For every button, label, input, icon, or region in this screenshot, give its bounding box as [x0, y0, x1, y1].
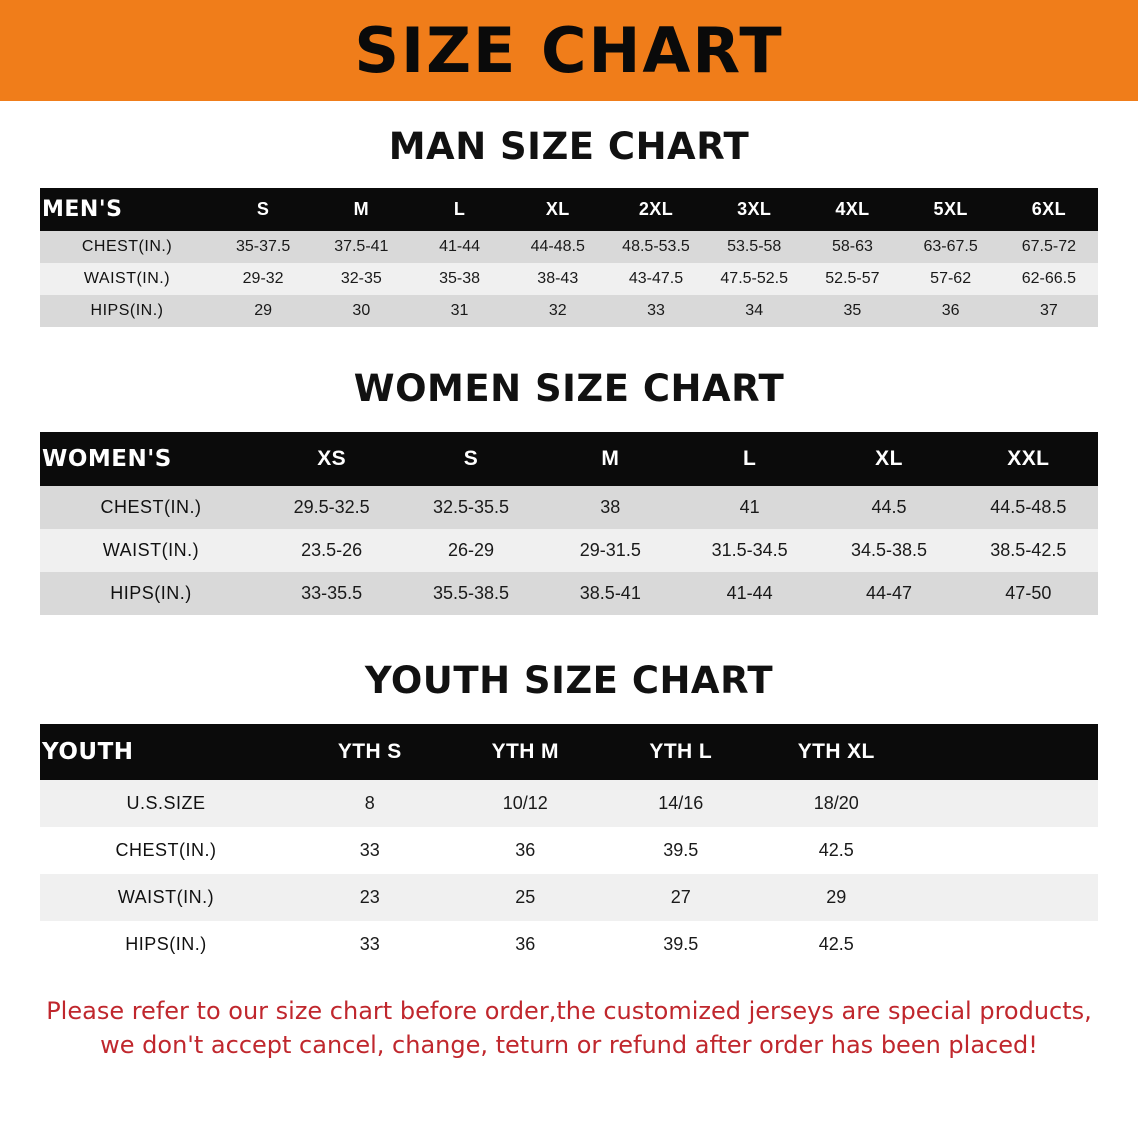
- youth-header-row: [40, 724, 1098, 780]
- women-size-table: [40, 432, 1098, 615]
- youth-cell-2-2: 27: [603, 874, 759, 921]
- man-col-0: S: [214, 188, 312, 231]
- man-cell-1-2: 35-38: [410, 263, 508, 295]
- women-table-body: [40, 486, 1098, 615]
- man-header-label: MEN'S: [40, 188, 214, 231]
- man-cell-0-8: 67.5-72: [1000, 231, 1098, 263]
- man-cell-1-0: 29-32: [214, 263, 312, 295]
- man-cell-0-2: 41-44: [410, 231, 508, 263]
- youth-col-2: YTH L: [603, 724, 759, 780]
- women-col-5: XXL: [959, 432, 1098, 486]
- women-cell-1-1: 26-29: [401, 529, 540, 572]
- table-row: [40, 263, 1098, 295]
- table-row: [40, 572, 1098, 615]
- youth-cell-1-2: 39.5: [603, 827, 759, 874]
- man-size-table: [40, 188, 1098, 327]
- man-cell-1-7: 57-62: [902, 263, 1000, 295]
- youth-cell-3-3: 42.5: [759, 921, 915, 968]
- women-col-0: XS: [262, 432, 401, 486]
- man-cell-1-3: 38-43: [509, 263, 607, 295]
- women-table-head: [40, 432, 1098, 486]
- women-cell-2-2: 38.5-41: [541, 572, 680, 615]
- table-row: [40, 529, 1098, 572]
- man-header-row: [40, 188, 1098, 231]
- man-section-heading: MAN SIZE CHART: [388, 125, 750, 168]
- youth-col-spacer: [914, 724, 1098, 780]
- youth-cell-2-1: 25: [448, 874, 604, 921]
- table-row: [40, 486, 1098, 529]
- man-cell-0-6: 58-63: [803, 231, 901, 263]
- man-cell-2-2: 31: [410, 295, 508, 327]
- women-cell-1-5: 38.5-42.5: [959, 529, 1098, 572]
- man-col-5: 3XL: [705, 188, 803, 231]
- man-cell-2-1: 30: [312, 295, 410, 327]
- youth-cell-3-2: 39.5: [603, 921, 759, 968]
- women-cell-0-1: 32.5-35.5: [401, 486, 540, 529]
- youth-table-wrap: [0, 724, 1138, 968]
- youth-cell-0-spacer: [914, 780, 1098, 827]
- women-col-1: S: [401, 432, 540, 486]
- women-cell-1-0: 23.5-26: [262, 529, 401, 572]
- youth-header-label: YOUTH: [40, 724, 292, 780]
- women-cell-2-0: 33-35.5: [262, 572, 401, 615]
- women-cell-2-4: 44-47: [819, 572, 958, 615]
- women-cell-0-5: 44.5-48.5: [959, 486, 1098, 529]
- disclaimer-note: [40, 994, 1098, 1062]
- man-table-head: [40, 188, 1098, 231]
- man-row-2-label: HIPS(IN.): [40, 295, 214, 327]
- man-cell-2-5: 34: [705, 295, 803, 327]
- women-header-label: WOMEN'S: [40, 432, 262, 486]
- youth-cell-0-3: 18/20: [759, 780, 915, 827]
- women-cell-0-0: 29.5-32.5: [262, 486, 401, 529]
- youth-section-heading: YOUTH SIZE CHART: [364, 659, 774, 702]
- man-cell-2-8: 37: [1000, 295, 1098, 327]
- youth-cell-1-1: 36: [448, 827, 604, 874]
- women-cell-2-5: 47-50: [959, 572, 1098, 615]
- youth-cell-2-3: 29: [759, 874, 915, 921]
- women-col-2: M: [541, 432, 680, 486]
- women-cell-0-2: 38: [541, 486, 680, 529]
- youth-table-head: [40, 724, 1098, 780]
- page-title: SIZE CHART: [354, 13, 784, 87]
- women-cell-1-3: 31.5-34.5: [680, 529, 819, 572]
- youth-cell-0-1: 10/12: [448, 780, 604, 827]
- women-cell-1-2: 29-31.5: [541, 529, 680, 572]
- man-col-4: 2XL: [607, 188, 705, 231]
- youth-cell-0-2: 14/16: [603, 780, 759, 827]
- youth-cell-3-1: 36: [448, 921, 604, 968]
- man-col-1: M: [312, 188, 410, 231]
- women-row-2-label: HIPS(IN.): [40, 572, 262, 615]
- man-cell-0-7: 63-67.5: [902, 231, 1000, 263]
- man-col-2: L: [410, 188, 508, 231]
- women-col-4: XL: [819, 432, 958, 486]
- youth-row-0-label: U.S.SIZE: [40, 780, 292, 827]
- youth-table-body: [40, 780, 1098, 968]
- women-cell-0-4: 44.5: [819, 486, 958, 529]
- youth-col-0: YTH S: [292, 724, 448, 780]
- youth-size-table: [40, 724, 1098, 968]
- youth-cell-2-spacer: [914, 874, 1098, 921]
- women-section-heading: WOMEN SIZE CHART: [353, 367, 785, 410]
- man-cell-0-5: 53.5-58: [705, 231, 803, 263]
- youth-row-2-label: WAIST(IN.): [40, 874, 292, 921]
- table-row: [40, 295, 1098, 327]
- youth-col-1: YTH M: [448, 724, 604, 780]
- disclaimer-line-1: Please refer to our size chart before order,the customized jerseys are special products,: [46, 997, 1092, 1025]
- man-col-6: 4XL: [803, 188, 901, 231]
- youth-cell-3-spacer: [914, 921, 1098, 968]
- table-row: [40, 921, 1098, 968]
- man-cell-0-3: 44-48.5: [509, 231, 607, 263]
- table-row: [40, 780, 1098, 827]
- man-row-0-label: CHEST(IN.): [40, 231, 214, 263]
- man-cell-2-4: 33: [607, 295, 705, 327]
- youth-cell-1-0: 33: [292, 827, 448, 874]
- man-cell-1-8: 62-66.5: [1000, 263, 1098, 295]
- youth-cell-3-0: 33: [292, 921, 448, 968]
- man-col-3: XL: [509, 188, 607, 231]
- women-row-0-label: CHEST(IN.): [40, 486, 262, 529]
- youth-cell-1-spacer: [914, 827, 1098, 874]
- youth-row-3-label: HIPS(IN.): [40, 921, 292, 968]
- man-table-body: [40, 231, 1098, 327]
- man-cell-2-0: 29: [214, 295, 312, 327]
- man-cell-2-6: 35: [803, 295, 901, 327]
- table-row: [40, 827, 1098, 874]
- man-cell-1-4: 43-47.5: [607, 263, 705, 295]
- man-cell-2-3: 32: [509, 295, 607, 327]
- women-table-wrap: [0, 432, 1138, 615]
- page-banner: [0, 0, 1138, 101]
- man-cell-1-5: 47.5-52.5: [705, 263, 803, 295]
- women-row-1-label: WAIST(IN.): [40, 529, 262, 572]
- women-cell-2-3: 41-44: [680, 572, 819, 615]
- man-table-wrap: [0, 188, 1138, 327]
- youth-row-1-label: CHEST(IN.): [40, 827, 292, 874]
- man-cell-1-6: 52.5-57: [803, 263, 901, 295]
- women-cell-2-1: 35.5-38.5: [401, 572, 540, 615]
- man-cell-0-1: 37.5-41: [312, 231, 410, 263]
- man-col-7: 5XL: [902, 188, 1000, 231]
- disclaimer-line-2: we don't accept cancel, change, teturn or refund after order has been placed!: [100, 1031, 1038, 1060]
- man-cell-0-0: 35-37.5: [214, 231, 312, 263]
- man-cell-1-1: 32-35: [312, 263, 410, 295]
- youth-cell-2-0: 23: [292, 874, 448, 921]
- youth-col-3: YTH XL: [759, 724, 915, 780]
- man-row-1-label: WAIST(IN.): [40, 263, 214, 295]
- women-cell-1-4: 34.5-38.5: [819, 529, 958, 572]
- man-cell-2-7: 36: [902, 295, 1000, 327]
- table-row: [40, 231, 1098, 263]
- youth-cell-0-0: 8: [292, 780, 448, 827]
- women-col-3: L: [680, 432, 819, 486]
- women-header-row: [40, 432, 1098, 486]
- table-row: [40, 874, 1098, 921]
- women-cell-0-3: 41: [680, 486, 819, 529]
- man-col-8: 6XL: [1000, 188, 1098, 231]
- youth-cell-1-3: 42.5: [759, 827, 915, 874]
- man-cell-0-4: 48.5-53.5: [607, 231, 705, 263]
